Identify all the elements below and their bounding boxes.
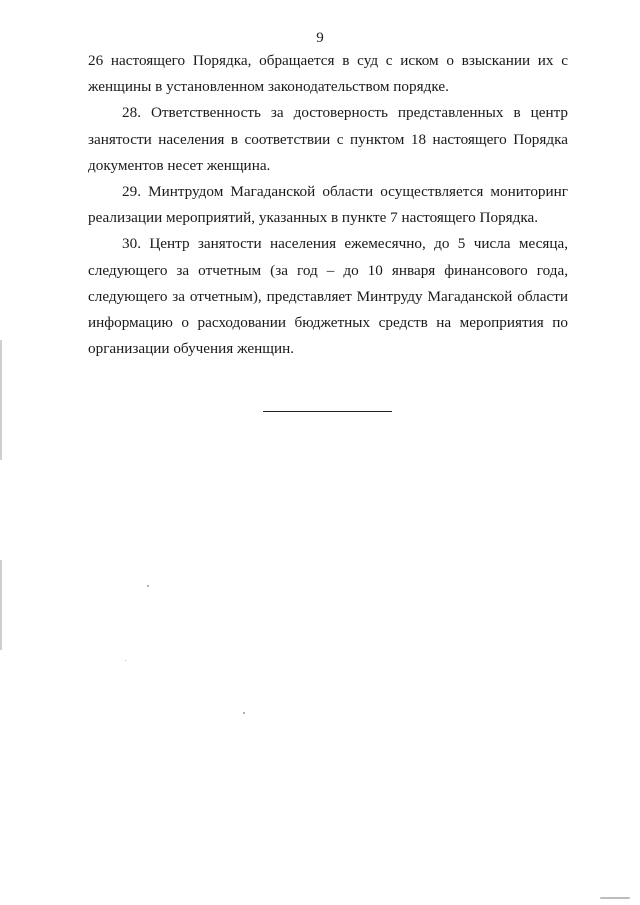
scan-speck [147, 585, 149, 587]
paragraph-30: 30. Центр занятости населения ежемесячно, до 5 числа месяца, следующего за отчетным (за год – до 10 января финансового года, следующего за отчетным), представляет Минтруду Магаданской области информацию о расходовании бюджетных средств на мероприятия по организации обучения женщин. [88, 235, 568, 358]
scan-speck [600, 897, 630, 899]
scan-edge-mark [0, 340, 2, 460]
document-body [88, 48, 568, 362]
paragraph-26-continuation: 26 настоящего Порядка, обращается в суд с иском о взыскании их с женщины в установленном законодательством порядке. [88, 52, 568, 96]
paragraph-29: 29. Минтрудом Магаданской области осуществляется мониторинг реализации мероприятий, указанных в пункте 7 настоящего Порядка. [88, 183, 568, 227]
scan-speck [243, 712, 245, 714]
scan-speck [125, 660, 126, 661]
paragraph-28: 28. Ответственность за достоверность представленных в центр занятости населения в соответствии с пунктом 18 настоящего Порядка документов несет женщина. [88, 104, 568, 174]
end-divider-line [263, 411, 392, 412]
page-number: 9 [316, 30, 324, 46]
scan-edge-mark [0, 560, 2, 650]
